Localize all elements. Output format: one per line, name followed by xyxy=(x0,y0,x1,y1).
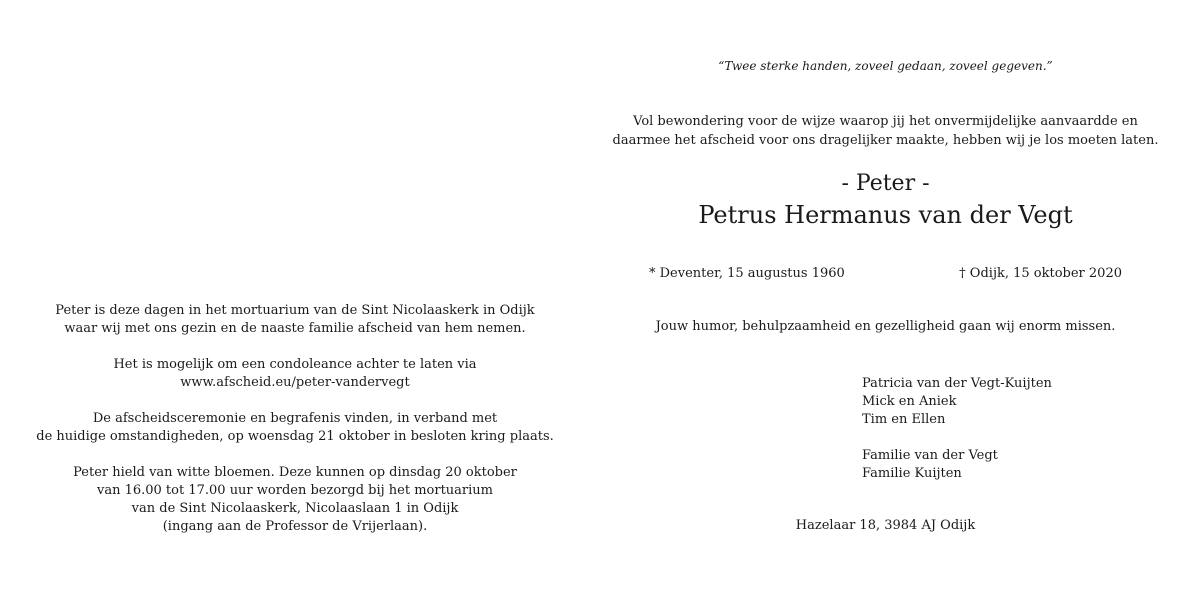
text-line: van de Sint Nicolaaskerk, Nicolaaslaan 1 in Odijk xyxy=(131,501,459,516)
left-page xyxy=(0,0,590,591)
mortuarium-paragraph xyxy=(30,302,560,338)
flowers-paragraph xyxy=(30,464,560,536)
family-member: Tim en Ellen xyxy=(862,412,946,427)
announcement-text xyxy=(30,302,560,554)
text-line: van 16.00 tot 17.00 uur worden bezorgd bij het mortuarium xyxy=(96,483,494,498)
remembrance-text: Jouw humor, behulpzaamheid en gezelligheid gaan wij enorm missen. xyxy=(655,319,1116,334)
full-name: Petrus Hermanus van der Vegt xyxy=(698,201,1073,229)
family-list xyxy=(862,375,1052,483)
text-line: de huidige omstandigheden, op woensdag 21 oktober in besloten kring plaats. xyxy=(36,429,554,444)
family-member: Patricia van der Vegt-Kuijten xyxy=(862,376,1052,391)
text-line: Peter is deze dagen in het mortuarium van de Sint Nicolaaskerk in Odijk xyxy=(55,303,535,318)
text-line: (ingang aan de Professor de Vrijerlaan). xyxy=(162,519,428,534)
text-line: Peter hield van witte bloemen. Deze kunnen op dinsdag 20 oktober xyxy=(73,465,517,480)
quote: “Twee sterke handen, zoveel gedaan, zoveel gegeven.” xyxy=(718,59,1053,73)
text-line: Het is mogelijk om een condoleance achter te laten via xyxy=(113,357,477,372)
condolence-url: www.afscheid.eu/peter-vandervegt xyxy=(180,375,410,390)
text-line: De afscheidsceremonie en begrafenis vinden, in verband met xyxy=(92,411,498,426)
ceremony-paragraph xyxy=(30,410,560,446)
family-member: Familie Kuijten xyxy=(862,466,962,481)
spacer xyxy=(862,429,1052,447)
address: Hazelaar 18, 3984 AJ Odijk xyxy=(795,518,976,533)
birth-info: * Deventer, 15 augustus 1960 xyxy=(649,266,845,281)
right-page xyxy=(590,0,1181,591)
family-member: Familie van der Vegt xyxy=(862,448,998,463)
nickname: - Peter - xyxy=(841,171,930,196)
condolence-paragraph xyxy=(30,356,560,392)
death-info: † Odijk, 15 oktober 2020 xyxy=(959,266,1122,281)
admiration-text xyxy=(590,112,1181,150)
text-line: Vol bewondering voor de wijze waarop jij het onvermijdelijke aanvaardde en xyxy=(633,114,1138,129)
text-line: daarmee het afscheid voor ons dragelijker maakte, hebben wij je los moeten laten. xyxy=(612,133,1159,148)
text-line: waar wij met ons gezin en de naaste familie afscheid van hem nemen. xyxy=(64,321,526,336)
family-member: Mick en Aniek xyxy=(862,394,957,409)
